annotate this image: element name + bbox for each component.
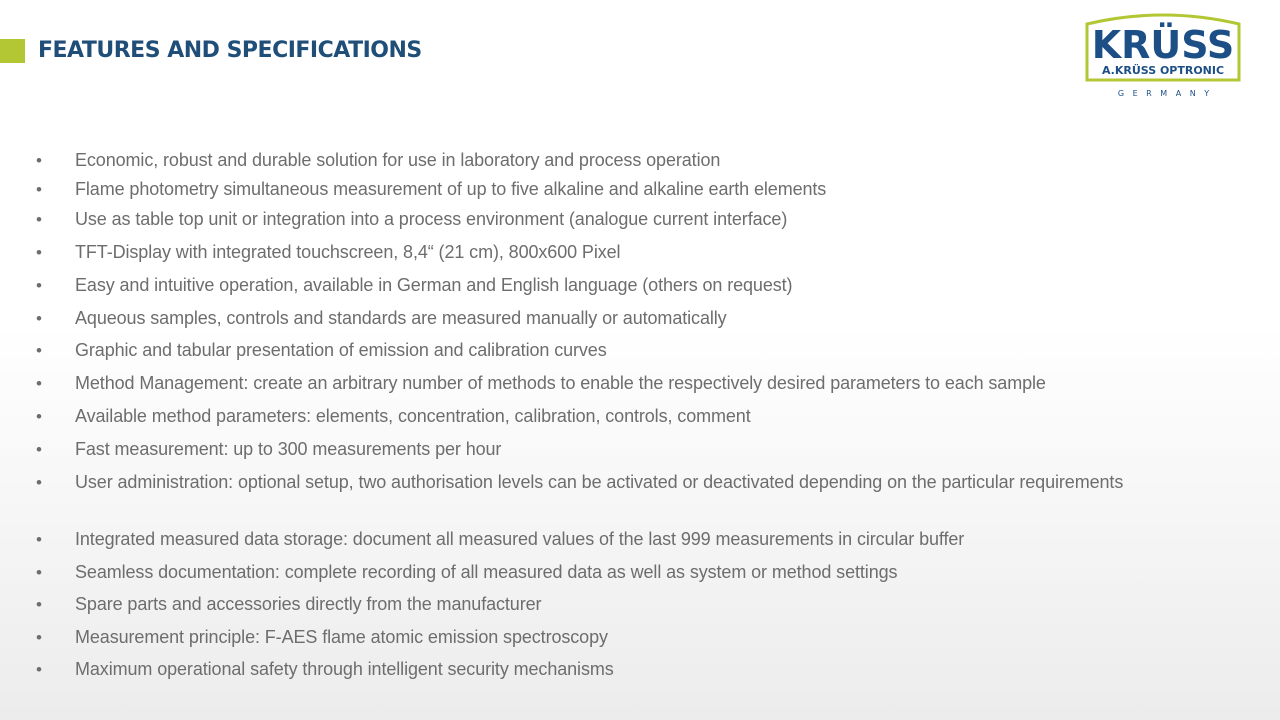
feature-list-item — [36, 560, 1156, 585]
feature-text: TFT-Display with integrated touchscreen, 8,4“ (21 cm), 800x600 Pixel — [75, 242, 621, 262]
bullet-icon: • — [36, 243, 42, 262]
bullet-icon: • — [36, 309, 42, 328]
feature-text: Measurement principle: F-AES flame atomic emission spectroscopy — [75, 627, 608, 647]
feature-list-item — [36, 207, 1156, 232]
feature-list-item — [36, 527, 1156, 552]
feature-text: Easy and intuitive operation, available in German and English language (others on request) — [75, 275, 793, 295]
kruss-logo-graphic — [1083, 10, 1243, 100]
bullet-icon: • — [36, 440, 42, 459]
feature-text: Seamless documentation: complete recording of all measured data as well as system or method settings — [75, 562, 898, 582]
feature-text: User administration: optional setup, two authorisation levels can be activated or deactivated depending on the particular requirements — [75, 472, 1124, 492]
feature-text: Integrated measured data storage: document all measured values of the last 999 measurements in circular buffer — [75, 529, 965, 549]
feature-text: Spare parts and accessories directly from the manufacturer — [75, 594, 542, 614]
feature-list-item — [36, 625, 1156, 650]
feature-text: Economic, robust and durable solution for use in laboratory and process operation — [75, 150, 721, 170]
feature-list-item — [36, 371, 1156, 396]
bullet-icon: • — [36, 210, 42, 229]
feature-text: Flame photometry simultaneous measurement of up to five alkaline and alkaline earth elements — [75, 179, 827, 199]
logo-country: G E R M A N Y — [1117, 89, 1213, 98]
feature-list-item — [36, 177, 1156, 202]
bullet-icon: • — [36, 276, 42, 295]
bullet-icon: • — [36, 660, 42, 679]
logo-brand: KRÜSS — [1091, 23, 1235, 67]
bullet-icon: • — [36, 473, 42, 492]
feature-list-item — [36, 240, 1156, 265]
feature-text: Use as table top unit or integration into a process environment (analogue current interface) — [75, 209, 788, 229]
bullet-icon: • — [36, 180, 42, 199]
kruss-logo — [1083, 10, 1243, 100]
bullet-icon: • — [36, 628, 42, 647]
feature-text: Aqueous samples, controls and standards are measured manually or automatically — [75, 308, 727, 328]
feature-list-item — [36, 437, 1156, 462]
bullet-icon: • — [36, 151, 42, 170]
feature-list-item — [36, 273, 1156, 298]
feature-list-item — [36, 592, 1156, 617]
logo-subtitle: A.KRÜSS OPTRONIC — [1101, 64, 1225, 77]
bullet-icon: • — [36, 595, 42, 614]
feature-list-item — [36, 470, 1156, 495]
bullet-icon: • — [36, 563, 42, 582]
feature-list-item — [36, 148, 1156, 173]
feature-list-item — [36, 338, 1156, 363]
bullet-icon: • — [36, 407, 42, 426]
feature-text: Maximum operational safety through intelligent security mechanisms — [75, 659, 614, 679]
bullet-icon: • — [36, 374, 42, 393]
feature-text: Available method parameters: elements, concentration, calibration, controls, comment — [75, 406, 751, 426]
accent-bar — [0, 39, 25, 63]
feature-list-item — [36, 657, 1156, 682]
page-title: FEATURES AND SPECIFICATIONS — [38, 38, 422, 63]
feature-text: Fast measurement: up to 300 measurements per hour — [75, 439, 502, 459]
bullet-icon: • — [36, 530, 42, 549]
feature-text: Graphic and tabular presentation of emission and calibration curves — [75, 340, 607, 360]
bullet-icon: • — [36, 341, 42, 360]
feature-text: Method Management: create an arbitrary number of methods to enable the respectively desired parameters to each sample — [75, 373, 1046, 393]
feature-list-item — [36, 306, 1156, 331]
feature-list-item — [36, 404, 1156, 429]
